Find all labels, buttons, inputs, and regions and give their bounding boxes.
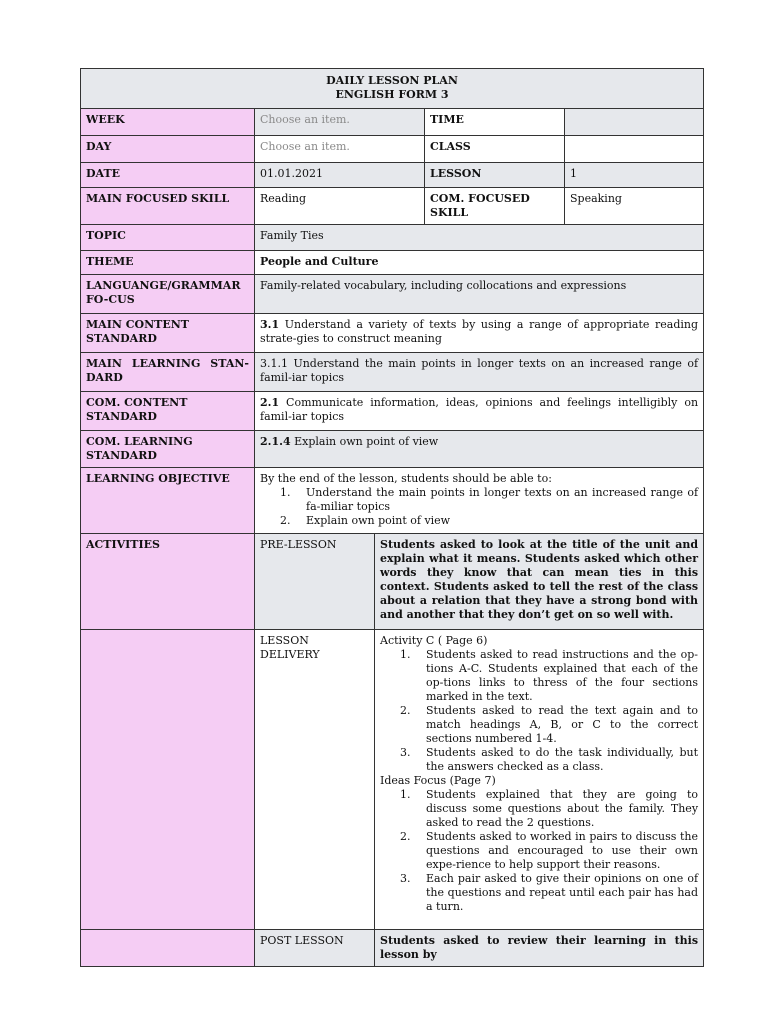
activity-c-item <box>380 746 698 774</box>
com-content-code: 2.1 <box>260 396 280 409</box>
grammar-row <box>81 275 704 314</box>
activity-c-heading: Activity C ( Page 6) <box>380 634 488 647</box>
main-content-label: MAIN CONTENT STANDARD <box>81 314 255 353</box>
class-label: CLASS <box>425 136 565 163</box>
week-label: WEEK <box>81 109 255 136</box>
post-lesson-label: POST LESSON <box>255 930 375 967</box>
date-value[interactable]: 01.01.2021 <box>255 163 425 188</box>
day-dropdown[interactable]: Choose an item. <box>255 136 425 163</box>
week-row <box>81 109 704 136</box>
objective-value[interactable] <box>255 468 704 534</box>
lesson-delivery-content[interactable] <box>375 630 704 930</box>
main-learning-label: MAIN LEARNING STAN-DARD <box>81 353 255 392</box>
grammar-value[interactable]: Family-related vocabulary, including collocations and expressions <box>255 275 704 314</box>
date-row <box>81 163 704 188</box>
objective-list <box>260 486 698 528</box>
activity-c-list <box>380 648 698 774</box>
main-content-value[interactable] <box>255 314 704 353</box>
com-learning-text: Explain own point of view <box>290 435 439 448</box>
time-value[interactable] <box>565 109 704 136</box>
objective-item-number: 2. <box>280 514 291 527</box>
topic-label: TOPIC <box>81 225 255 251</box>
ideas-focus-item <box>380 872 698 914</box>
ideas-focus-heading: Ideas Focus (Page 7) <box>380 774 496 787</box>
item-number: 3. <box>400 872 411 885</box>
title-line-2: ENGLISH FORM 3 <box>335 88 449 101</box>
post-lesson-text[interactable]: Students asked to review their learning in this lesson by <box>375 930 704 967</box>
item-text: Students asked to worked in pairs to discuss the questions and encouraged to use their own expe-rience to help support their reasons. <box>426 830 699 871</box>
item-number: 1. <box>400 788 411 801</box>
item-text: Students asked to do the task individually, but the answers checked as a class. <box>426 746 699 773</box>
com-skill-label: COM. FOCUSED SKILL <box>425 188 565 225</box>
document-title <box>81 69 704 109</box>
item-text: Students asked to read the text again and to match headings A, B, or C to the correct sections numbered 1-4. <box>426 704 699 745</box>
theme-row <box>81 251 704 275</box>
com-learning-code: 2.1.4 <box>260 435 291 448</box>
theme-label: THEME <box>81 251 255 275</box>
activities-continued <box>81 630 255 930</box>
objective-item-text: Explain own point of view <box>306 514 451 527</box>
main-skill-value[interactable]: Reading <box>255 188 425 225</box>
item-number: 2. <box>400 704 411 717</box>
post-lesson-row <box>81 930 704 967</box>
objective-label: LEARNING OBJECTIVE <box>81 468 255 534</box>
topic-value[interactable]: Family Ties <box>255 225 704 251</box>
pre-lesson-text[interactable]: Students asked to look at the title of the unit and explain what it means. Students asked which other words they know that can mean ties in this context. Students asked to tell the rest of the class about a relation that they have a strong bond with and another that they don’t get on so well with. <box>375 534 704 630</box>
lesson-value[interactable]: 1 <box>565 163 704 188</box>
header-row <box>81 69 704 109</box>
objective-row <box>81 468 704 534</box>
com-content-row <box>81 392 704 431</box>
com-content-text: Communicate information, ideas, opinions and feelings intelligibly on famil-iar topics <box>260 396 699 423</box>
main-content-text: Understand a variety of texts by using a range of appropriate reading strate-gies to construct meaning <box>260 318 699 345</box>
title-line-1: DAILY LESSON PLAN <box>326 74 458 87</box>
objective-item-number: 1. <box>280 486 291 499</box>
objective-item-text: Understand the main points in longer texts on an increased range of fa-miliar topics <box>306 486 699 513</box>
item-number: 3. <box>400 746 411 759</box>
theme-value[interactable]: People and Culture <box>255 251 704 275</box>
com-learning-row <box>81 431 704 468</box>
grammar-label: LANGUANGE/GRAMMAR FO-CUS <box>81 275 255 314</box>
time-label: TIME <box>425 109 565 136</box>
objective-item <box>260 514 698 528</box>
ideas-focus-list <box>380 788 698 914</box>
main-skill-label: MAIN FOCUSED SKILL <box>81 188 255 225</box>
item-number: 2. <box>400 830 411 843</box>
week-dropdown[interactable]: Choose an item. <box>255 109 425 136</box>
lesson-label: LESSON <box>425 163 565 188</box>
com-skill-value[interactable]: Speaking <box>565 188 704 225</box>
ideas-focus-item <box>380 830 698 872</box>
item-text: Students asked to read instructions and the op-tions A-C. Students explained that each of the op-tions links to thress of the four sections marked in the text. <box>426 648 699 703</box>
com-learning-label: COM. LEARNING STANDARD <box>81 431 255 468</box>
main-content-code: 3.1 <box>260 318 280 331</box>
activities-label: ACTIVITIES <box>81 534 255 630</box>
pre-lesson-label: PRE-LESSON <box>255 534 375 630</box>
lesson-plan-table <box>80 68 704 967</box>
skills-row <box>81 188 704 225</box>
com-learning-value[interactable] <box>255 431 704 468</box>
main-content-row <box>81 314 704 353</box>
com-content-label: COM. CONTENT STANDARD <box>81 392 255 431</box>
activity-c-item <box>380 704 698 746</box>
class-value[interactable] <box>565 136 704 163</box>
lesson-delivery-label: LESSON DELIVERY <box>255 630 375 930</box>
main-learning-value[interactable]: 3.1.1 Understand the main points in longer texts on an increased range of famil-iar topics <box>255 353 704 392</box>
activities-continued-2 <box>81 930 255 967</box>
objective-intro: By the end of the lesson, students should be able to: <box>260 472 552 485</box>
objective-item <box>260 486 698 514</box>
item-text: Students explained that they are going to discuss some questions about the family. They asked to read the 2 questions. <box>426 788 699 829</box>
activity-c-item <box>380 648 698 704</box>
item-number: 1. <box>400 648 411 661</box>
day-label: DAY <box>81 136 255 163</box>
topic-row <box>81 225 704 251</box>
date-label: DATE <box>81 163 255 188</box>
day-row <box>81 136 704 163</box>
lesson-delivery-row <box>81 630 704 930</box>
com-content-value[interactable] <box>255 392 704 431</box>
lesson-plan-page <box>80 68 703 967</box>
ideas-focus-item <box>380 788 698 830</box>
main-learning-row <box>81 353 704 392</box>
pre-lesson-row <box>81 534 704 630</box>
item-text: Each pair asked to give their opinions on one of the questions and repeat until each pair has had a turn. <box>426 872 699 913</box>
